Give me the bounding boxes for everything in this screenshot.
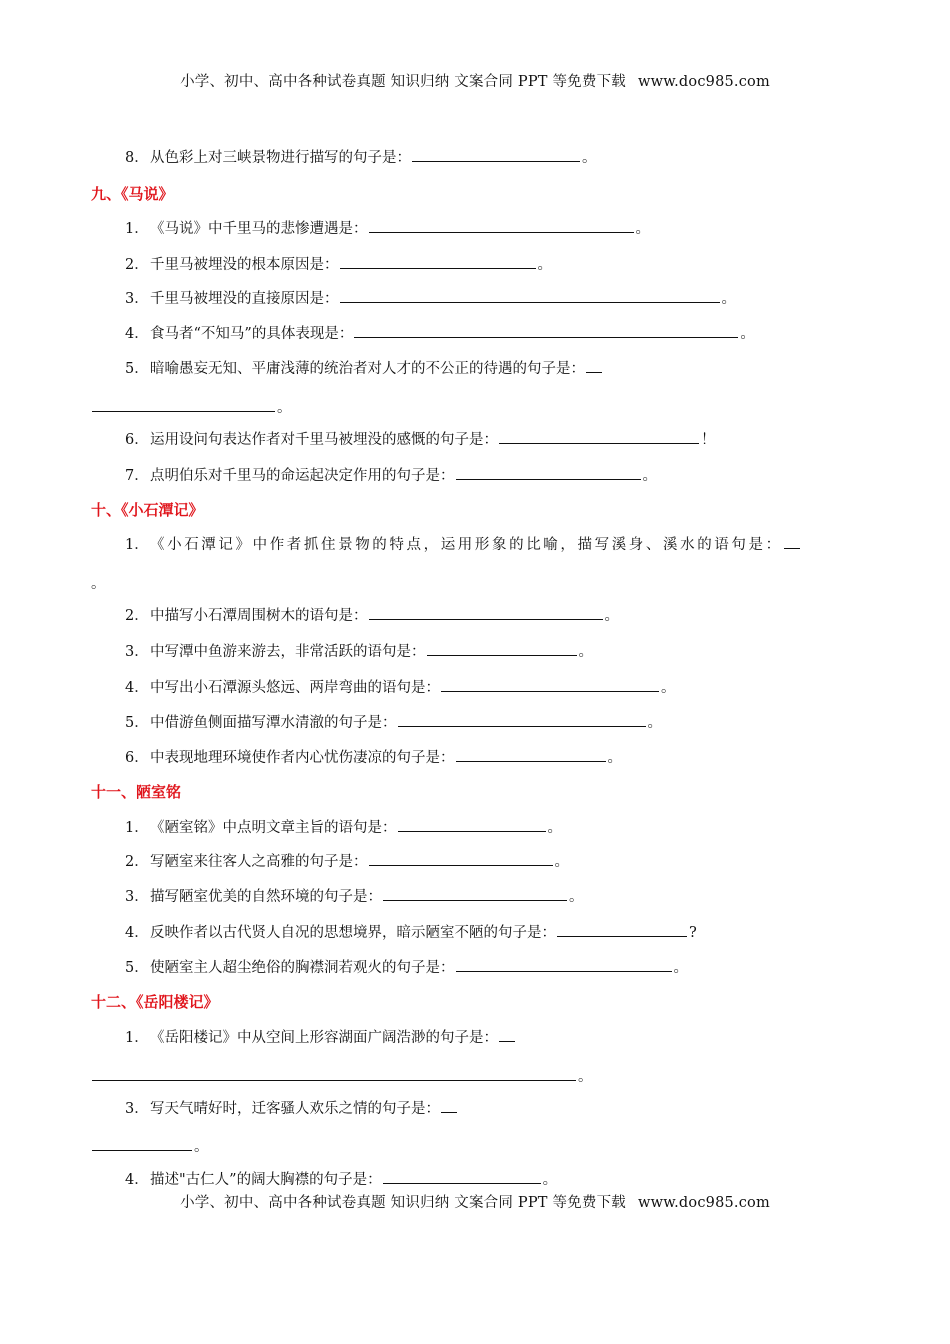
answer-blank[interactable]	[398, 816, 546, 832]
question-text: 描述"古仁人”的阔大胸襟的句子是：	[150, 1172, 382, 1188]
question-9-2	[125, 253, 552, 274]
question-end: 。	[740, 326, 755, 342]
answer-blank[interactable]	[427, 640, 577, 656]
question-text: 描写陋室优美的自然环境的句子是：	[150, 889, 382, 905]
answer-blank[interactable]	[92, 1065, 576, 1081]
question-number: 2．	[125, 608, 149, 624]
answer-blank[interactable]	[412, 146, 580, 162]
question-number: 1．	[125, 537, 149, 553]
question-10-5	[125, 711, 662, 732]
question-end: 。	[554, 854, 569, 870]
question-9-1	[125, 217, 650, 238]
section-title-11: 十一、陋室铭	[91, 783, 182, 801]
question-text: 食马者“不知马”的具体表现是：	[150, 326, 354, 342]
question-text: 暗喻愚妄无知、平庸浅薄的统治者对人才的不公正的待遇的句子是：	[150, 361, 585, 377]
question-number: 1．	[125, 820, 149, 836]
question-number: 1．	[125, 1030, 149, 1046]
question-number: 4．	[125, 326, 149, 342]
question-10-1	[125, 533, 801, 554]
question-10-4	[125, 676, 676, 697]
answer-blank[interactable]	[441, 1097, 457, 1113]
question-text: 点明伯乐对千里马的命运起决定作用的句子是：	[150, 468, 455, 484]
question-number: 5．	[125, 715, 149, 731]
question-10-3	[125, 640, 593, 661]
header-text: 小学、初中、高中各种试卷真题 知识归纳 文案合同 PPT 等免费下载	[180, 74, 626, 90]
question-text: 写天气晴好时，迁客骚人欢乐之情的句子是：	[150, 1101, 440, 1117]
question-text: 《马说》中千里马的悲惨遭遇是：	[150, 221, 368, 237]
question-end: 。	[642, 468, 657, 484]
question-11-5	[125, 956, 688, 977]
question-11-3	[125, 885, 584, 906]
question-end: 。	[607, 750, 622, 766]
question-number: 2．	[125, 257, 149, 273]
question-end: 。	[721, 291, 736, 307]
answer-blank[interactable]	[456, 464, 641, 480]
question-end: ！	[701, 432, 716, 448]
page-header	[0, 70, 950, 91]
question-end: 。	[569, 889, 584, 905]
answer-blank[interactable]	[499, 428, 699, 444]
question-end: 。	[547, 820, 562, 836]
question-end: 。	[673, 960, 688, 976]
section-title-12: 十二、《岳阳楼记》	[91, 993, 219, 1011]
question-end: 。	[578, 644, 593, 660]
answer-blank[interactable]	[557, 921, 687, 937]
answer-blank[interactable]	[586, 357, 602, 373]
answer-blank[interactable]	[369, 217, 634, 233]
question-end: 。	[91, 576, 106, 592]
question-9-5-continuation	[91, 396, 292, 417]
question-number: 3．	[125, 644, 149, 660]
question-number: 4．	[125, 1172, 149, 1188]
question-text: 中写潭中鱼游来游去，非常活跃的语句是：	[150, 644, 426, 660]
question-number: 5．	[125, 960, 149, 976]
question-10-6	[125, 746, 622, 767]
question-end: 。	[542, 1172, 558, 1188]
question-end: 。	[537, 257, 552, 273]
question-end: 。	[277, 400, 292, 416]
question-12-3-continuation	[91, 1135, 209, 1156]
question-8	[125, 146, 597, 167]
answer-blank[interactable]	[456, 746, 606, 762]
question-12-1-continuation	[91, 1065, 593, 1086]
question-number: 5．	[125, 361, 149, 377]
question-number: 7．	[125, 468, 149, 484]
answer-blank[interactable]	[383, 885, 567, 901]
answer-blank[interactable]	[456, 956, 672, 972]
question-text: 运用设问句表达作者对千里马被埋没的感慨的句子是：	[150, 432, 498, 448]
question-end: 。	[194, 1139, 209, 1155]
question-end: 。	[582, 150, 597, 166]
question-end: 。	[647, 715, 662, 731]
question-9-7	[125, 464, 657, 485]
question-number: 8．	[125, 150, 149, 166]
question-number: 3．	[125, 1101, 149, 1117]
question-end: 。	[578, 1069, 593, 1085]
question-number: 3．	[125, 291, 149, 307]
question-text: 中描写小石潭周围树木的语句是：	[150, 608, 368, 624]
question-text: 《小石潭记》中作者抓住景物的特点，运用形象的比喻，描写溪身、溪水的语句是：	[150, 537, 783, 553]
question-number: 4．	[125, 925, 149, 941]
question-text: 中写出小石潭源头悠远、两岸弯曲的语句是：	[150, 680, 440, 696]
question-text: 中借游鱼侧面描写潭水清澈的句子是：	[150, 715, 397, 731]
question-10-2	[125, 604, 619, 625]
page-footer	[0, 1191, 950, 1212]
answer-blank[interactable]	[383, 1168, 541, 1184]
question-text: 反映作者以古代贤人自况的思想境界，暗示陋室不陋的句子是：	[150, 925, 556, 941]
answer-blank[interactable]	[340, 253, 536, 269]
answer-blank[interactable]	[398, 711, 646, 727]
answer-blank[interactable]	[92, 396, 275, 412]
question-9-4	[125, 322, 755, 343]
answer-blank[interactable]	[340, 287, 720, 303]
question-end: 。	[661, 680, 676, 696]
question-number: 3．	[125, 889, 149, 905]
question-number: 2．	[125, 854, 149, 870]
question-end: ?	[689, 925, 697, 941]
question-text: 中表现地理环境使作者内心忧伤凄凉的句子是：	[150, 750, 455, 766]
question-text: 使陋室主人超尘绝俗的胸襟洞若观火的句子是：	[150, 960, 455, 976]
question-text: 千里马被埋没的直接原因是：	[150, 291, 339, 307]
header-website: www.doc985.com	[637, 74, 770, 90]
question-9-3	[125, 287, 736, 308]
section-title-10: 十、《小石潭记》	[91, 501, 204, 519]
footer-text: 小学、初中、高中各种试卷真题 知识归纳 文案合同 PPT 等免费下载	[180, 1195, 626, 1211]
question-11-4	[125, 921, 697, 942]
answer-blank[interactable]	[784, 533, 800, 549]
question-text: 写陋室来往客人之高雅的句子是：	[150, 854, 368, 870]
question-9-6	[125, 428, 716, 449]
answer-blank[interactable]	[369, 850, 553, 866]
question-text: 千里马被埋没的根本原因是：	[150, 257, 339, 273]
question-end: 。	[604, 608, 619, 624]
question-text: 《陋室铭》中点明文章主旨的语句是：	[150, 820, 397, 836]
question-12-1	[125, 1026, 516, 1047]
question-text: 从色彩上对三峡景物进行描写的句子是：	[150, 150, 411, 166]
answer-blank[interactable]	[354, 322, 738, 338]
question-number: 6．	[125, 432, 149, 448]
section-title-9: 九、《马说》	[91, 185, 174, 203]
question-11-1	[125, 816, 562, 837]
question-9-5	[125, 357, 603, 378]
answer-blank[interactable]	[92, 1135, 192, 1151]
question-number: 6．	[125, 750, 149, 766]
answer-blank[interactable]	[499, 1026, 515, 1042]
answer-blank[interactable]	[369, 604, 603, 620]
question-number: 1．	[125, 221, 149, 237]
question-12-4	[125, 1168, 557, 1189]
question-11-2	[125, 850, 569, 871]
question-number: 4．	[125, 680, 149, 696]
question-text: 《岳阳楼记》中从空间上形容湖面广阔浩渺的句子是：	[150, 1030, 498, 1046]
question-12-3	[125, 1097, 458, 1118]
question-10-1-continuation	[91, 572, 106, 593]
footer-website: www.doc985.com	[637, 1195, 770, 1211]
answer-blank[interactable]	[441, 676, 659, 692]
question-end: 。	[635, 221, 650, 237]
